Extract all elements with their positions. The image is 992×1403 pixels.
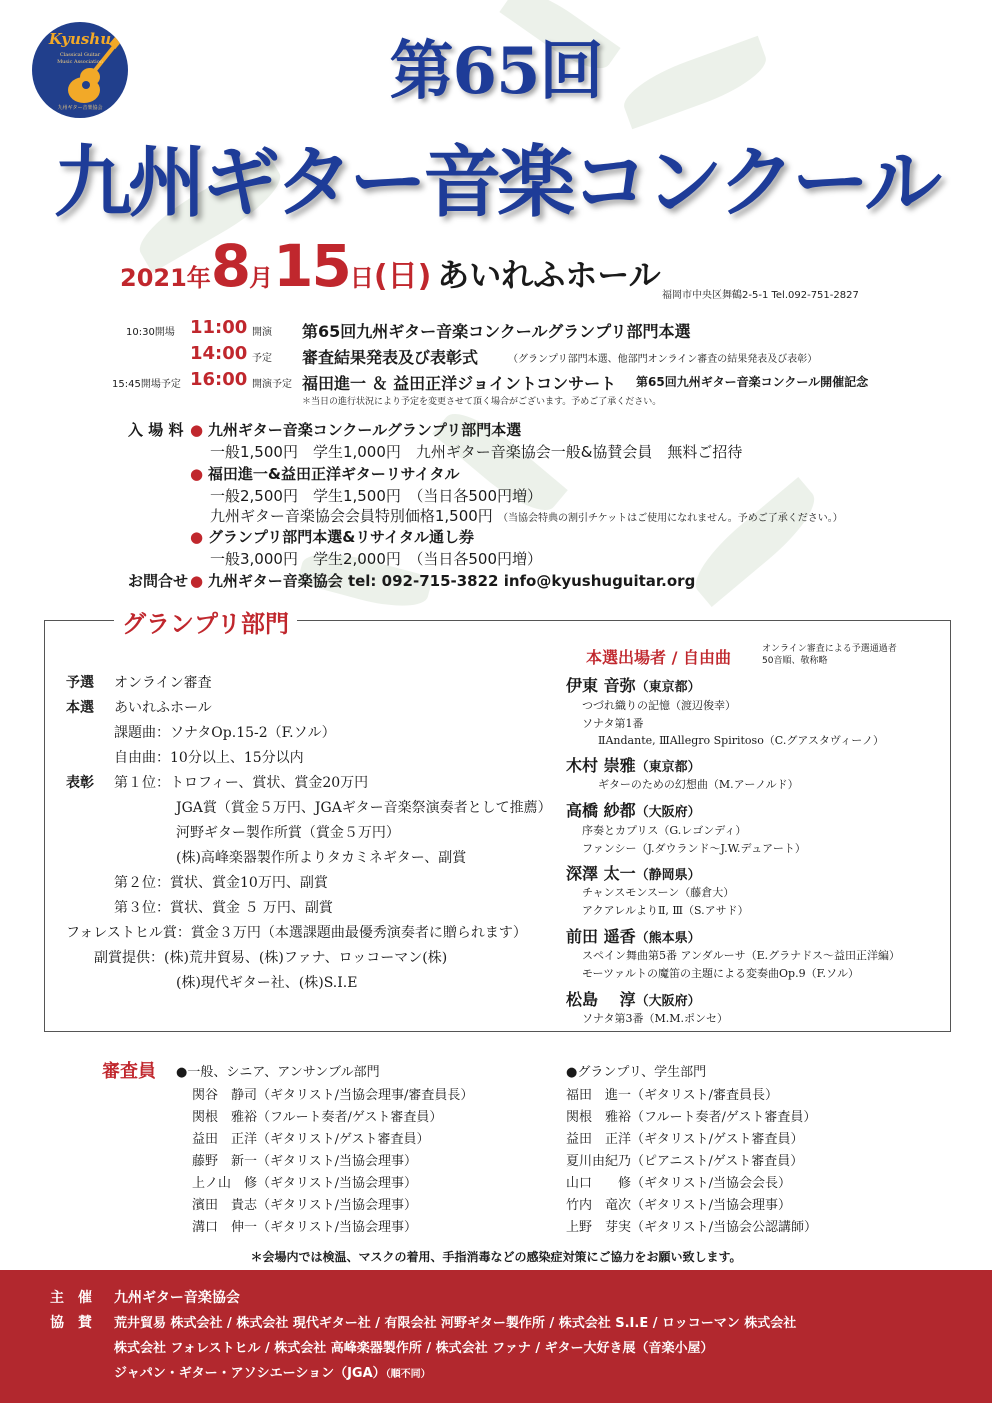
fee-item-line: 一般2,500円 学生1,500円 （当日各500円増） bbox=[210, 487, 543, 505]
sponsor-label: 協 賛 bbox=[50, 1315, 92, 1331]
gp-value: 第３位：賞状、賞金 ５ 万円、副賞 bbox=[114, 900, 333, 916]
gp-value: 課題曲：ソナタOp.15-2（F.ソル） bbox=[114, 725, 336, 741]
judge-item: 益田 正洋（ギタリスト/ゲスト審査員） bbox=[566, 1132, 804, 1147]
fee-item-title: ● 福田進一&益田正洋ギターリサイタル bbox=[190, 465, 460, 483]
finalist-piece: スペイン舞曲第5番 アンダルーサ（E.グラナドス〜益田正洋編） bbox=[582, 949, 901, 962]
finalist-piece: ギターのための幻想曲（M.アーノルド） bbox=[598, 778, 799, 791]
schedule-title: 審査結果発表及び表彰式 bbox=[302, 348, 479, 367]
finalists-note: オンライン審査による予選通過者 bbox=[762, 644, 897, 654]
fee-item-line: 一般1,500円 学生1,000円 九州ギター音楽協会一般&協賛会員 無料ご招待 bbox=[210, 443, 743, 461]
schedule-kind: 開演 bbox=[252, 327, 272, 338]
finalist-piece: ファンシー（J.ダウランド〜J.W.デュアート） bbox=[582, 842, 806, 855]
schedule-title: 第65回九州ギター音楽コンクールグランプリ部門本選 bbox=[302, 322, 691, 341]
gp-value: JGA賞（賞金５万円、JGAギター音楽祭演奏者として推薦） bbox=[176, 800, 552, 816]
schedule-disclaimer: ＊当日の進行状況により予定を変更させて頂く場合がございます。予めご了承ください。 bbox=[302, 397, 662, 407]
finalist-name: 高橋 紗都（大阪府） bbox=[566, 801, 701, 820]
finalists-note: 50音順、敬称略 bbox=[762, 656, 828, 666]
host-label: 主 催 bbox=[50, 1290, 92, 1306]
logo-japanese: 九州ギター音楽協会 bbox=[57, 105, 103, 111]
schedule-time: 14:00 bbox=[190, 343, 248, 364]
schedule-time: 16:00 bbox=[190, 369, 248, 390]
finalist-name: 木村 崇雅（東京都） bbox=[566, 756, 701, 775]
judge-item: 上ノ山 修（ギタリスト/当協会理事） bbox=[192, 1176, 417, 1191]
judge-item: 山口 修（ギタリスト/当協会会長） bbox=[566, 1176, 791, 1191]
schedule-open: 15:45開場予定 bbox=[112, 379, 181, 390]
finalist-piece: 序奏とカプリス（G.レゴンディ） bbox=[582, 824, 747, 837]
schedule-open: 10:30開場 bbox=[126, 327, 175, 338]
finalist-piece: ⅡAndante, ⅢAllegro Spiritoso（C.グアスタヴィーノ） bbox=[598, 734, 885, 747]
finalist-piece: アクアレルよりⅡ, Ⅲ（S.アサド） bbox=[582, 904, 749, 917]
judge-item: 藤野 新一（ギタリスト/当協会理事） bbox=[192, 1154, 417, 1169]
gp-value: 副賞提供：(株)荒井貿易、(株)ファナ、ロッコーマン(株) bbox=[94, 950, 448, 966]
schedule-kind: 予定 bbox=[252, 353, 272, 364]
sponsor-line: ジャパン・ギター・アソシエーション（JGA）（順不同） bbox=[114, 1366, 431, 1381]
judges-right-title: ●グランプリ、学生部門 bbox=[566, 1065, 707, 1080]
schedule-note: （グランプリ部門本選、他部門オンライン審査の結果発表及び表彰） bbox=[508, 354, 818, 365]
finalist-piece: ソナタ第3番（M.M.ポンセ） bbox=[582, 1012, 728, 1025]
judges-left-title: ●一般、シニア、アンサンブル部門 bbox=[176, 1065, 380, 1080]
judge-item: 上野 芽実（ギタリスト/当協会公認講師） bbox=[566, 1220, 817, 1235]
gp-value: 河野ギター製作所賞（賞金５万円） bbox=[176, 825, 400, 841]
judge-item: 関谷 静司（ギタリスト/当協会理事/審査員長） bbox=[192, 1088, 474, 1103]
judges-label: 審査員 bbox=[102, 1061, 156, 1082]
fee-item-title: ● 九州ギター音楽コンクールグランプリ部門本選 bbox=[190, 421, 522, 439]
fee-label: 入 場 料 bbox=[128, 421, 184, 439]
gp-value: 第２位：賞状、賞金10万円、副賞 bbox=[114, 875, 328, 891]
gp-value: (株)現代ギター社、(株)S.I.E bbox=[176, 975, 358, 991]
contact-label: お問合せ bbox=[128, 572, 189, 590]
judge-item: 竹内 竜次（ギタリスト/当協会理事） bbox=[566, 1198, 791, 1213]
finalist-piece: モーツァルトの魔笛の主題による変奏曲Op.9（F.ソル） bbox=[582, 967, 859, 980]
grand-prix-title: グランプリ部門 bbox=[114, 604, 297, 639]
gp-value: フォレストヒル賞：賞金３万円（本選課題曲最優秀演奏者に贈られます） bbox=[66, 925, 527, 941]
leaf-decoration bbox=[683, 477, 826, 607]
infection-notice: ＊会場内では検温、マスクの着用、手指消毒などの感染症対策にご協力をお願い致します。 bbox=[250, 1250, 742, 1264]
sponsor-line: 株式会社 フォレストヒル / 株式会社 高峰楽器製作所 / 株式会社 ファナ / ギター大好き展（音楽小屋） bbox=[114, 1341, 714, 1356]
venue-name: あいれふホール bbox=[437, 256, 661, 294]
gp-label: 本選 bbox=[66, 700, 94, 716]
judge-item: 関根 雅裕（フルート奏者/ゲスト審査員） bbox=[566, 1110, 817, 1125]
judge-item: 益田 正洋（ギタリスト/ゲスト審査員） bbox=[192, 1132, 430, 1147]
finalist-name: 前田 遥香（熊本県） bbox=[566, 927, 701, 946]
footer-band bbox=[0, 1270, 992, 1403]
schedule-note: 第65回九州ギター音楽コンクール開催記念 bbox=[636, 375, 869, 389]
fee-item-note: （当協会特典の割引チケットはご使用になれません。予めご了承ください。） bbox=[498, 513, 843, 524]
judge-item: 溝口 伸一（ギタリスト/当協会理事） bbox=[192, 1220, 417, 1235]
finalist-piece: ソナタ第1番 bbox=[582, 717, 644, 730]
gp-value: 自由曲：10分以上、15分以内 bbox=[114, 750, 304, 766]
finalist-piece: チャンスモンスーン（藤倉大） bbox=[582, 886, 735, 899]
finalist-name: 松島 淳（大阪府） bbox=[566, 990, 701, 1009]
gp-value: (株)高峰楽器製作所よりタカミネギター、副賞 bbox=[176, 850, 467, 866]
edition-title: 第65回 bbox=[389, 34, 603, 109]
contact-info: ● 九州ギター音楽協会 tel: 092-715-3822 info@kyushuguitar.org bbox=[190, 572, 696, 590]
schedule-title: 福田進一 ＆ 益田正洋ジョイントコンサート bbox=[302, 374, 617, 393]
host-name: 九州ギター音楽協会 bbox=[114, 1290, 240, 1306]
sponsor-line: 荒井貿易 株式会社 / 株式会社 現代ギター社 / 有限会社 河野ギター製作所 / 株式会社 S.I.E / ロッコーマン 株式会社 bbox=[114, 1316, 797, 1331]
schedule-time: 11:00 bbox=[190, 317, 248, 338]
judge-item: 濱田 貴志（ギタリスト/当協会理事） bbox=[192, 1198, 417, 1213]
event-date: 2021年8月15日(日) あいれふホール bbox=[120, 232, 661, 300]
finalist-name: 伊東 音弥（東京都） bbox=[566, 676, 701, 695]
competition-title: 九州ギター音楽コンクール bbox=[53, 138, 939, 228]
fee-item-line: 一般3,000円 学生2,000円 （当日各500円増） bbox=[210, 550, 543, 568]
schedule-kind: 開演予定 bbox=[252, 379, 292, 390]
fee-item-line: 九州ギター音楽協会会員特別価格1,500円 bbox=[210, 507, 493, 525]
judge-item: 夏川由紀乃（ピアニスト/ゲスト審査員） bbox=[566, 1154, 804, 1169]
logo-title: Kyushu bbox=[48, 30, 112, 48]
gp-value: オンライン審査 bbox=[114, 675, 212, 691]
finalist-piece: つづれ織りの記憶（渡辺俊幸） bbox=[582, 699, 736, 712]
fee-item-title: ● グランプリ部門本選&リサイタル通し券 bbox=[190, 528, 475, 546]
judge-item: 関根 雅裕（フルート奏者/ゲスト審査員） bbox=[192, 1110, 443, 1125]
judge-item: 福田 進一（ギタリスト/審査員長） bbox=[566, 1088, 778, 1103]
gp-value: あいれふホール bbox=[114, 700, 212, 716]
gp-label: 予選 bbox=[66, 675, 94, 691]
finalist-name: 深澤 太一（静岡県） bbox=[566, 864, 701, 883]
logo-subtitle: Classical Guitar Music Association bbox=[57, 52, 103, 65]
venue-address: 福岡市中央区舞鶴2-5-1 Tel.092-751-2827 bbox=[662, 290, 859, 301]
gp-label: 表彰 bbox=[66, 775, 94, 791]
finalists-title: 本選出場者 / 自由曲 bbox=[586, 648, 731, 667]
gp-value: 第１位：トロフィー、賞状、賞金20万円 bbox=[114, 775, 369, 791]
